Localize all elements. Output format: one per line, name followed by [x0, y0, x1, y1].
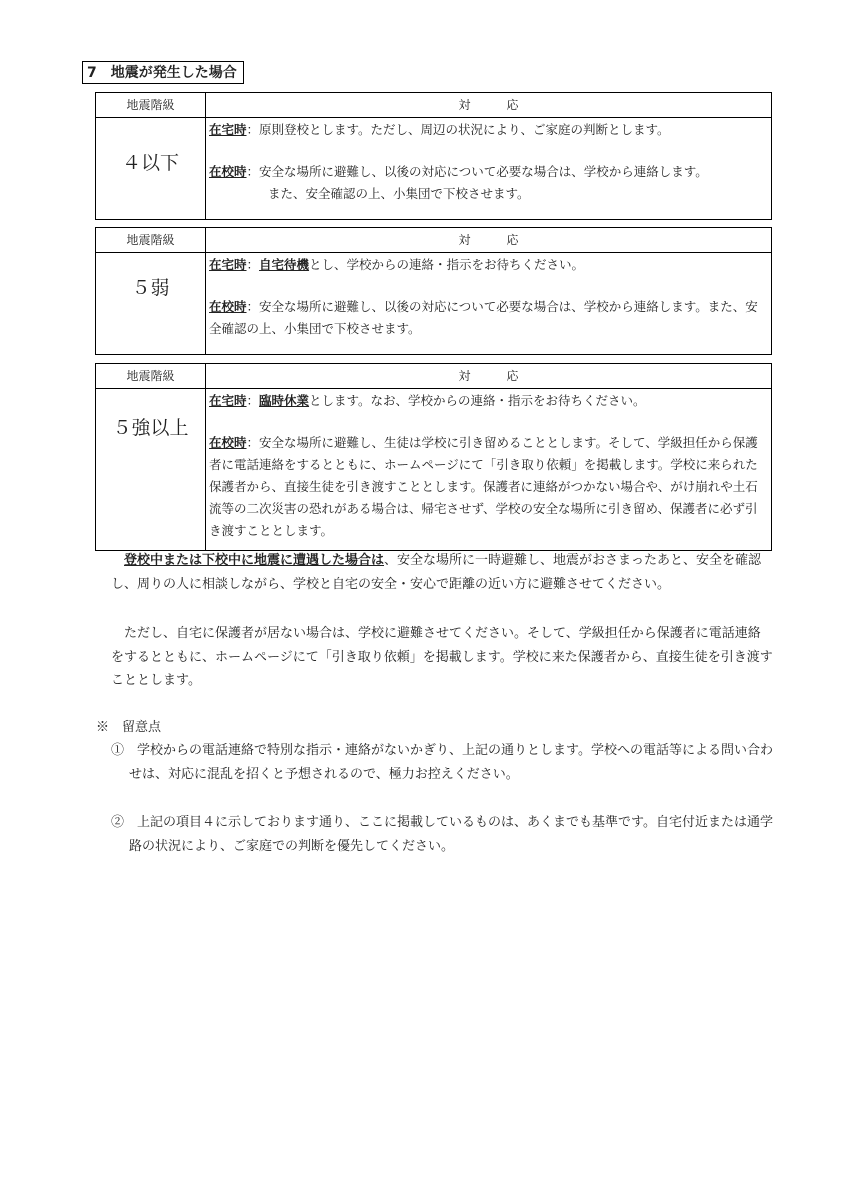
header-response: 対 応: [458, 98, 519, 112]
table-row: [96, 253, 771, 354]
at-home-line: [209, 390, 768, 412]
at-school-line: [209, 161, 768, 183]
at-home-emphasis: 臨時休業: [259, 393, 310, 408]
header-response: 対 応: [458, 369, 519, 383]
at-school-text: ：安全な場所に避難し、生徒は学校に引き留めることとします。そして、学級担任から保護者に電話連絡をするとともに、ホームページにて「引き取り依頼」を掲載します。学校に来られた保護者から、直接生徒を引き渡すこととします。保護者に連絡がつかない場合や、がけ崩れや土石流等の二次災害の恐れがある場合は、帰宅させず、学校の安全な場所に引き留め、保護者に必ず引き渡すこととします。: [209, 435, 758, 538]
header-level: 地震階級: [96, 93, 206, 117]
at-home-emphasis: 自宅待機: [259, 257, 310, 272]
at-home-label: 在宅時: [209, 122, 247, 137]
section-title: 7 地震が発生した場合: [82, 61, 244, 84]
at-school-line: [209, 296, 768, 340]
at-school-label: 在校時: [209, 299, 247, 314]
notes-heading: ※ 留意点: [96, 720, 162, 735]
table-header: [96, 93, 771, 118]
at-home-text-before: ：: [246, 257, 260, 272]
response-cell: [206, 118, 771, 219]
at-school-text: ：安全な場所に避難し、以後の対応について必要な場合は、学校から連絡します。: [246, 164, 708, 179]
at-home-text-after: とします。なお、学校からの連絡・指示をお待ちください。: [309, 393, 646, 408]
guardian-paragraph: ただし、自宅に保護者が居ない場合は、学校に避難させてください。そして、学級担任から保護者に電話連絡をするとともに、ホームページにて「引き取り依頼」を掲載します。学校に来た保護者から、直接生徒を引き渡すこととします。: [111, 626, 773, 688]
response-cell: [206, 389, 771, 550]
at-home-label: 在宅時: [209, 393, 247, 408]
note-text: 学校からの電話連絡で特別な指示・連絡がないかぎり、上記の通りとします。学校への電話等による問い合わせは、対応に混乱を招くと予想されるので、極力お控えください。: [129, 743, 773, 782]
at-school-text: ：安全な場所に避難し、以後の対応について必要な場合は、学校から連絡します。また、安全確認の上、小集団で下校させます。: [209, 299, 758, 336]
quake-table-2: [95, 227, 772, 355]
at-school-line-2: また、安全確認の上、小集団で下校させます。: [268, 186, 530, 201]
quake-table-3: [95, 363, 772, 551]
table-row: [96, 118, 771, 219]
note-item-2: [111, 811, 773, 858]
intensity-level: ５弱: [96, 253, 206, 354]
response-cell: [206, 253, 771, 354]
table-header: [96, 364, 771, 389]
at-home-line: [209, 254, 768, 276]
at-home-text-after: とし、学校からの連絡・指示をお待ちください。: [309, 257, 585, 272]
at-home-text: ：原則登校とします。ただし、周辺の状況により、ご家庭の判断とします。: [246, 122, 670, 137]
commute-text: 、安全な場所に一時避難し、地震がおさまったあと、安全を確認し、周りの人に相談しながら、学校と自宅の安全・安心で距離の近い方に避難させてください。: [111, 553, 762, 592]
header-level: 地震階級: [96, 228, 206, 252]
commute-emphasis: 登校中または下校中に地震に遭遇した場合は: [124, 553, 385, 568]
at-school-line: [209, 432, 768, 542]
intensity-level: ４以下: [96, 118, 206, 219]
note-item-1: [111, 739, 773, 786]
at-home-line: [209, 119, 768, 141]
at-home-label: 在宅時: [209, 257, 247, 272]
quake-table-1: [95, 92, 772, 220]
at-school-label: 在校時: [209, 435, 247, 450]
at-home-text-before: ：: [246, 393, 260, 408]
note-marker: ②: [111, 815, 125, 830]
table-row: [96, 389, 771, 550]
header-level: 地震階級: [96, 364, 206, 388]
note-text: 上記の項目４に示しております通り、ここに掲載しているものは、あくまでも基準です。自宅付近または通学路の状況により、ご家庭での判断を優先してください。: [129, 815, 773, 854]
header-response: 対 応: [458, 233, 519, 247]
commute-paragraph: [111, 549, 773, 596]
note-marker: ①: [111, 743, 125, 758]
intensity-level: ５強以上: [96, 389, 206, 550]
at-school-label: 在校時: [209, 164, 247, 179]
table-header: [96, 228, 771, 253]
